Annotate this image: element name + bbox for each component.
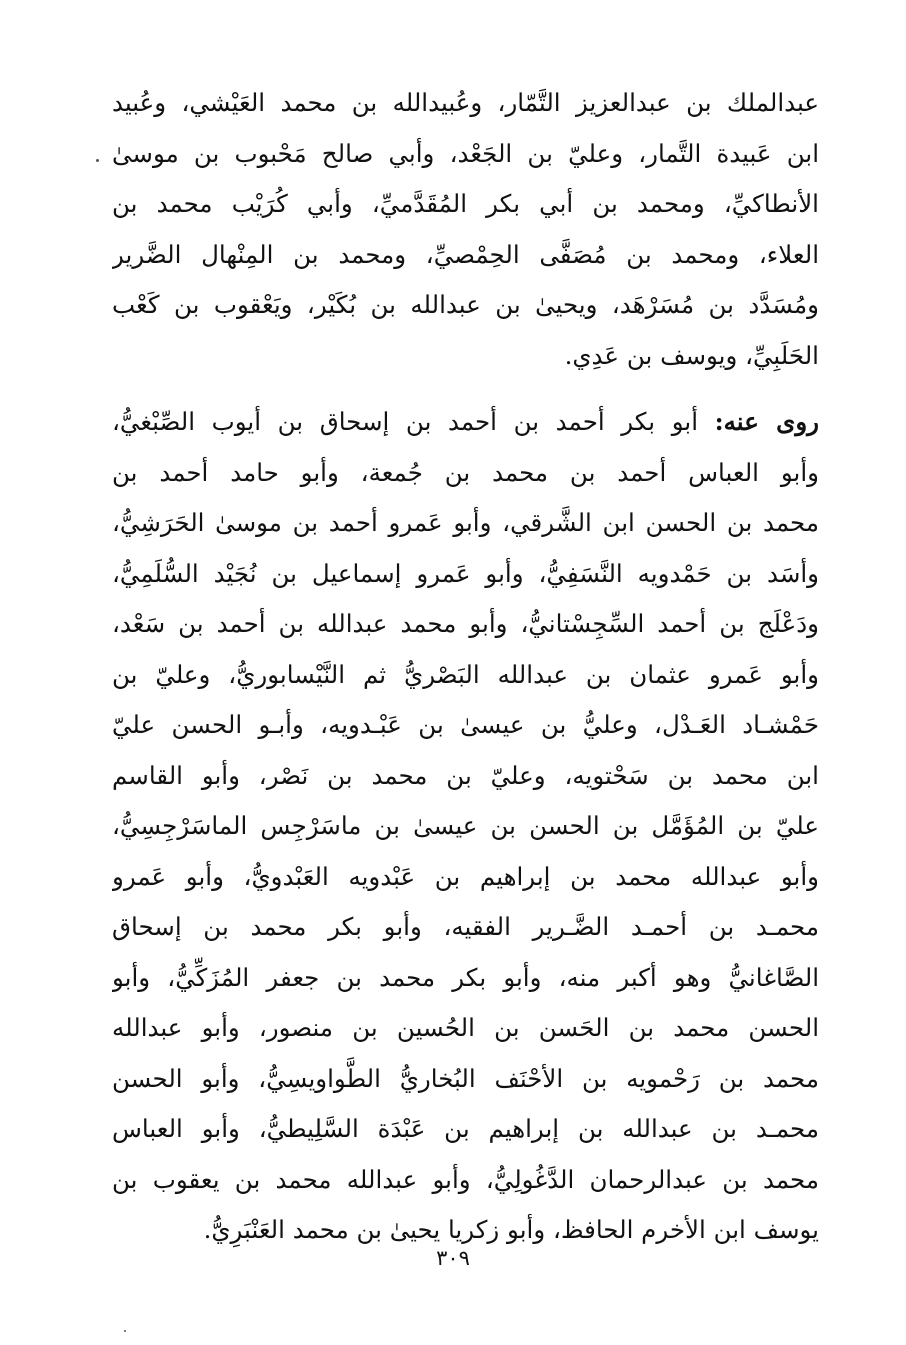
text-line: وأسَد بن حَمْدويه النَّسَفِيُّ، وأبو عَمرو إسماعيل بن نُجَيْد السُّلَمِيُّ،: [112, 558, 819, 588]
text-line: ومُسَدَّد بن مُسَرْهَد، ويحيىٰ بن عبدالله بن بُكَيْر، ويَعْقوب بن كَعْب: [112, 290, 819, 319]
text-line: الحَلَبِيِّ، ويوسف بن عَدِي.: [564, 340, 819, 370]
text-line: الصَّاغانيُّ وهو أكبر منه، وأبو بكر محمد بن جعفر المُزَكِّيُّ، وأبو: [112, 962, 819, 992]
paragraph-narrators: [112, 397, 819, 1256]
text-line: ابن عَبيدة التَّمار، وعليّ بن الجَعْد، وأبي صالح مَحْبوب بن موسىٰ: [112, 138, 819, 168]
text-line: حَمْشـاد العَـدْل، وعليُّ بن عيسىٰ بن عَبْـدويه، وأبـو الحسن عليّ: [112, 710, 819, 739]
text-line-first: [112, 397, 819, 448]
scan-speck: [96, 159, 99, 162]
text-line: عبدالملك بن عبدالعزيز التَّمّار، وعُبيدالله بن محمد العَيْشي، وعُبيد: [112, 88, 819, 117]
text-line: الحسن محمد بن الحَسن بن الحُسين بن منصور، وأبو عبدالله: [112, 1013, 819, 1042]
scan-speck: [124, 1330, 126, 1332]
text-line-rest: أبو بكر أحمد بن أحمد بن إسحاق بن أيوب الصِّبْغيُّ،: [112, 407, 715, 436]
text-line: ابن محمد بن سَحْتويه، وعليّ بن محمد بن نَصْر، وأبو القاسم: [112, 760, 819, 790]
text-line: ودَعْلَج بن أحمد السِّجِسْتانيُّ، وأبو محمد عبدالله بن أحمد بن سَعْد،: [112, 609, 819, 638]
text-line: العلاء، ومحمد بن مُصَفَّى الحِمْصيِّ، ومحمد بن المِنْهال الضَّرير: [112, 239, 819, 269]
text-line: عليّ بن المُؤَمَّل بن الحسن بن عيسىٰ بن ماسَرْجِس الماسَرْجِسِيُّ،: [112, 811, 819, 840]
paragraph-teachers: [112, 78, 819, 381]
text-line: محمد بن رَحْمويه بن الأحْنَف البُخاريُّ الطَّواويسِيُّ، وأبو الحسن: [112, 1063, 819, 1093]
text-line: محمد بن الحسن ابن الشَّرقي، وأبو عَمرو أحمد بن موسىٰ الحَرَشِيُّ،: [112, 508, 819, 537]
text-line: وأبو عبدالله محمد بن إبراهيم بن عَبْدويه العَبْدويُّ، وأبو عَمرو: [112, 861, 819, 891]
text-line: محمد بن عبدالرحمان الدَّغُولِيُّ، وأبو عبدالله محمد بن يعقوب بن: [112, 1164, 819, 1194]
page-number: ٣٠٩: [436, 1246, 470, 1270]
text-line: وأبو عَمرو عثمان بن عبدالله البَصْريُّ ثم النَّيْسابوريُّ، وعليّ بن: [112, 659, 819, 689]
text-line: محمـد بن أحمـد الضَّـرير الفقيه، وأبو بكر محمد بن إسحاق: [112, 912, 819, 941]
text-line: الأنطاكيِّ، ومحمد بن أبي بكر المُقَدَّميِّ، وأبي كُرَيْب محمد بن: [112, 189, 819, 218]
text-line: وأبو العباس أحمد بن محمد بن جُمعة، وأبو حامد أحمد بن: [112, 457, 819, 487]
text-line: يوسف ابن الأخرم الحافظ، وأبو زكريا يحيىٰ بن محمد العَنْبَرِيُّ.: [203, 1215, 819, 1244]
narrated-from-him-label: روى عنه:: [714, 407, 819, 436]
text-line: محمـد بن عبدالله بن إبراهيم بن عَبْدَة السَّلِيطيُّ، وأبو العباس: [112, 1114, 819, 1143]
